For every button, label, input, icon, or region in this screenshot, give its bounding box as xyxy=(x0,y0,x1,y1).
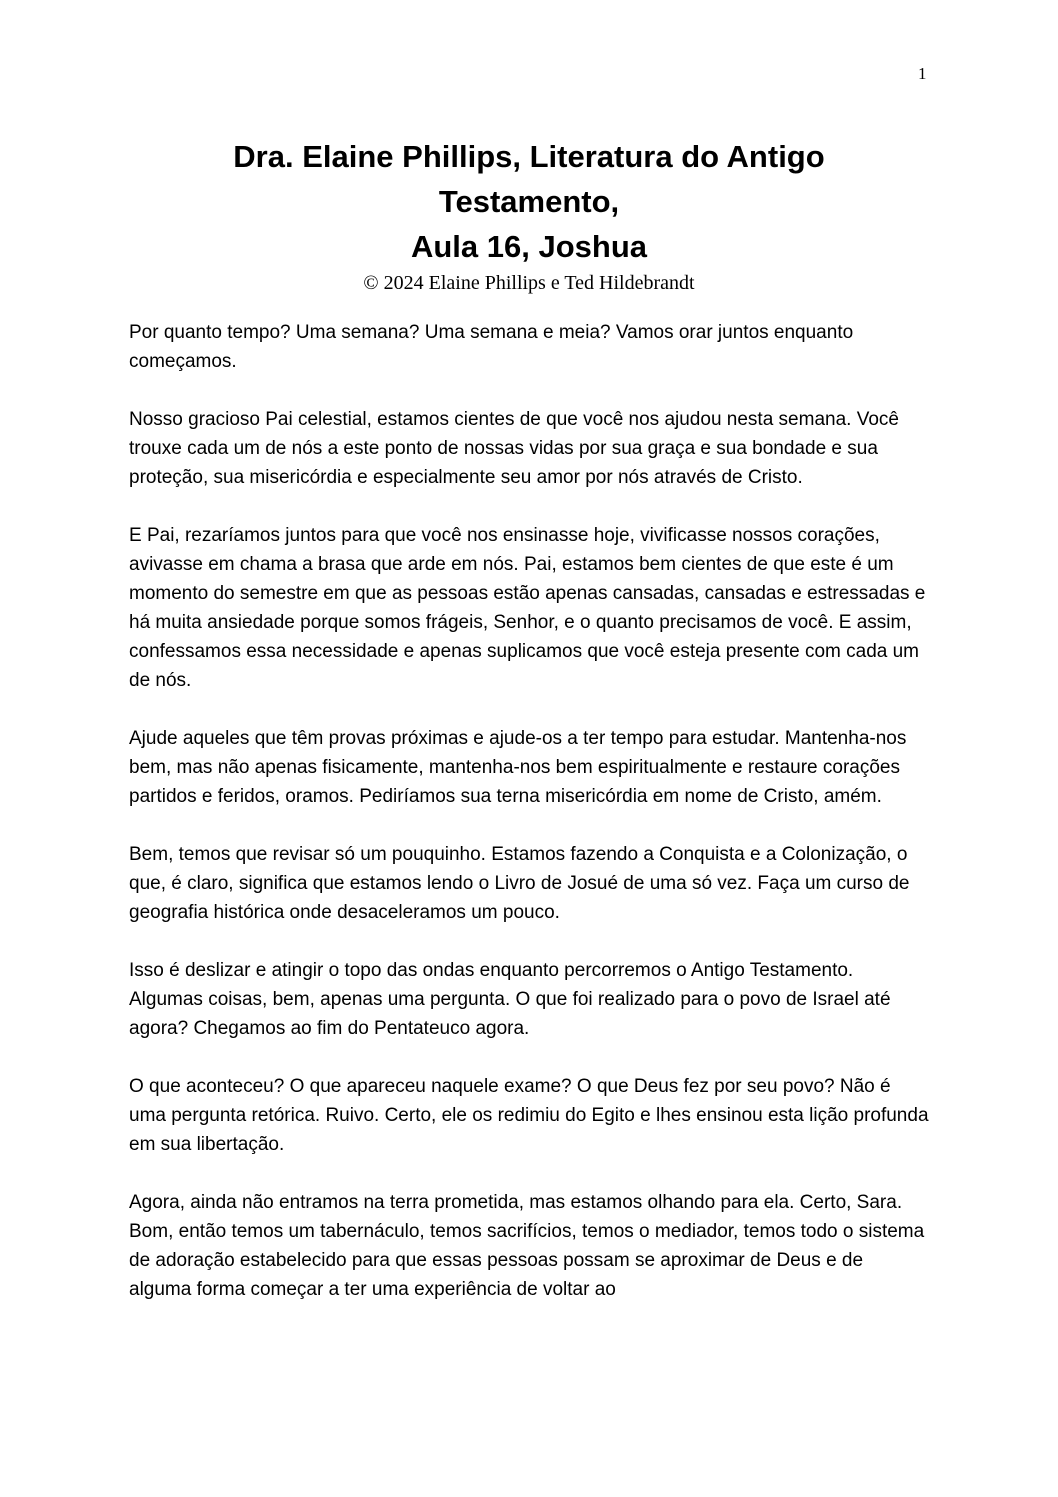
paragraph: E Pai, rezaríamos juntos para que você nos ensinasse hoje, vivificasse nossos corações, avivasse em chama a brasa que arde em nós. Pai, estamos bem cientes de que este é um momento do semestre em que as pessoas estão apenas cansadas, cansadas e estressadas e há muita ansiedade porque somos frágeis, Senhor, e o quanto precisamos de você. E assim, confessamos essa necessidade e apenas suplicamos que você esteja presente com cada um de nós. xyxy=(129,525,926,691)
title-line-2: Testamento, xyxy=(438,184,620,219)
title-block xyxy=(129,134,929,297)
title-line-3: Aula 16, Joshua xyxy=(410,229,648,264)
title-line-1: Dra. Elaine Phillips, Literatura do Antigo xyxy=(233,139,825,174)
paragraph: Bem, temos que revisar só um pouquinho. Estamos fazendo a Conquista e a Colonização, o que, é claro, significa que estamos lendo o Livro de Josué de uma só vez. Faça um curso de geografia histórica onde desaceleramos um pouco. xyxy=(129,844,910,923)
paragraph: Por quanto tempo? Uma semana? Uma semana e meia? Vamos orar juntos enquanto começamos. xyxy=(129,322,854,372)
paragraph: Ajude aqueles que têm provas próximas e ajude-os a ter tempo para estudar. Mantenha-nos bem, mas não apenas fisicamente, mantenha-nos bem espiritualmente e restaure corações partidos e feridos, oramos. Pediríamos sua terna misericórdia em nome de Cristo, amém. xyxy=(129,728,907,807)
copyright-notice: © 2024 Elaine Phillips e Ted Hildebrandt xyxy=(363,272,695,294)
document-body xyxy=(129,318,929,1333)
page-number: 1 xyxy=(918,64,927,83)
paragraph: Agora, ainda não entramos na terra prometida, mas estamos olhando para ela. Certo, Sara. Bom, então temos um tabernáculo, temos sacrifícios, temos o mediador, temos todo o sistema de adoração estabelecido para que essas pessoas possam se aproximar de Deus e de alguma forma começar a ter uma experiência de voltar ao xyxy=(129,1192,925,1300)
paragraph: Isso é deslizar e atingir o topo das ondas enquanto percorremos o Antigo Testamento. Algumas coisas, bem, apenas uma pergunta. O que foi realizado para o povo de Israel até agora? Chegamos ao fim do Pentateuco agora. xyxy=(129,960,891,1039)
paragraph: Nosso gracioso Pai celestial, estamos cientes de que você nos ajudou nesta semana. Você trouxe cada um de nós a este ponto de nossas vidas por sua graça e sua bondade e sua proteção, sua misericórdia e especialmente seu amor por nós através de Cristo. xyxy=(129,409,899,488)
paragraph: O que aconteceu? O que apareceu naquele exame? O que Deus fez por seu povo? Não é uma pergunta retórica. Ruivo. Certo, ele os redimiu do Egito e lhes ensinou esta lição profunda em sua libertação. xyxy=(129,1076,929,1155)
